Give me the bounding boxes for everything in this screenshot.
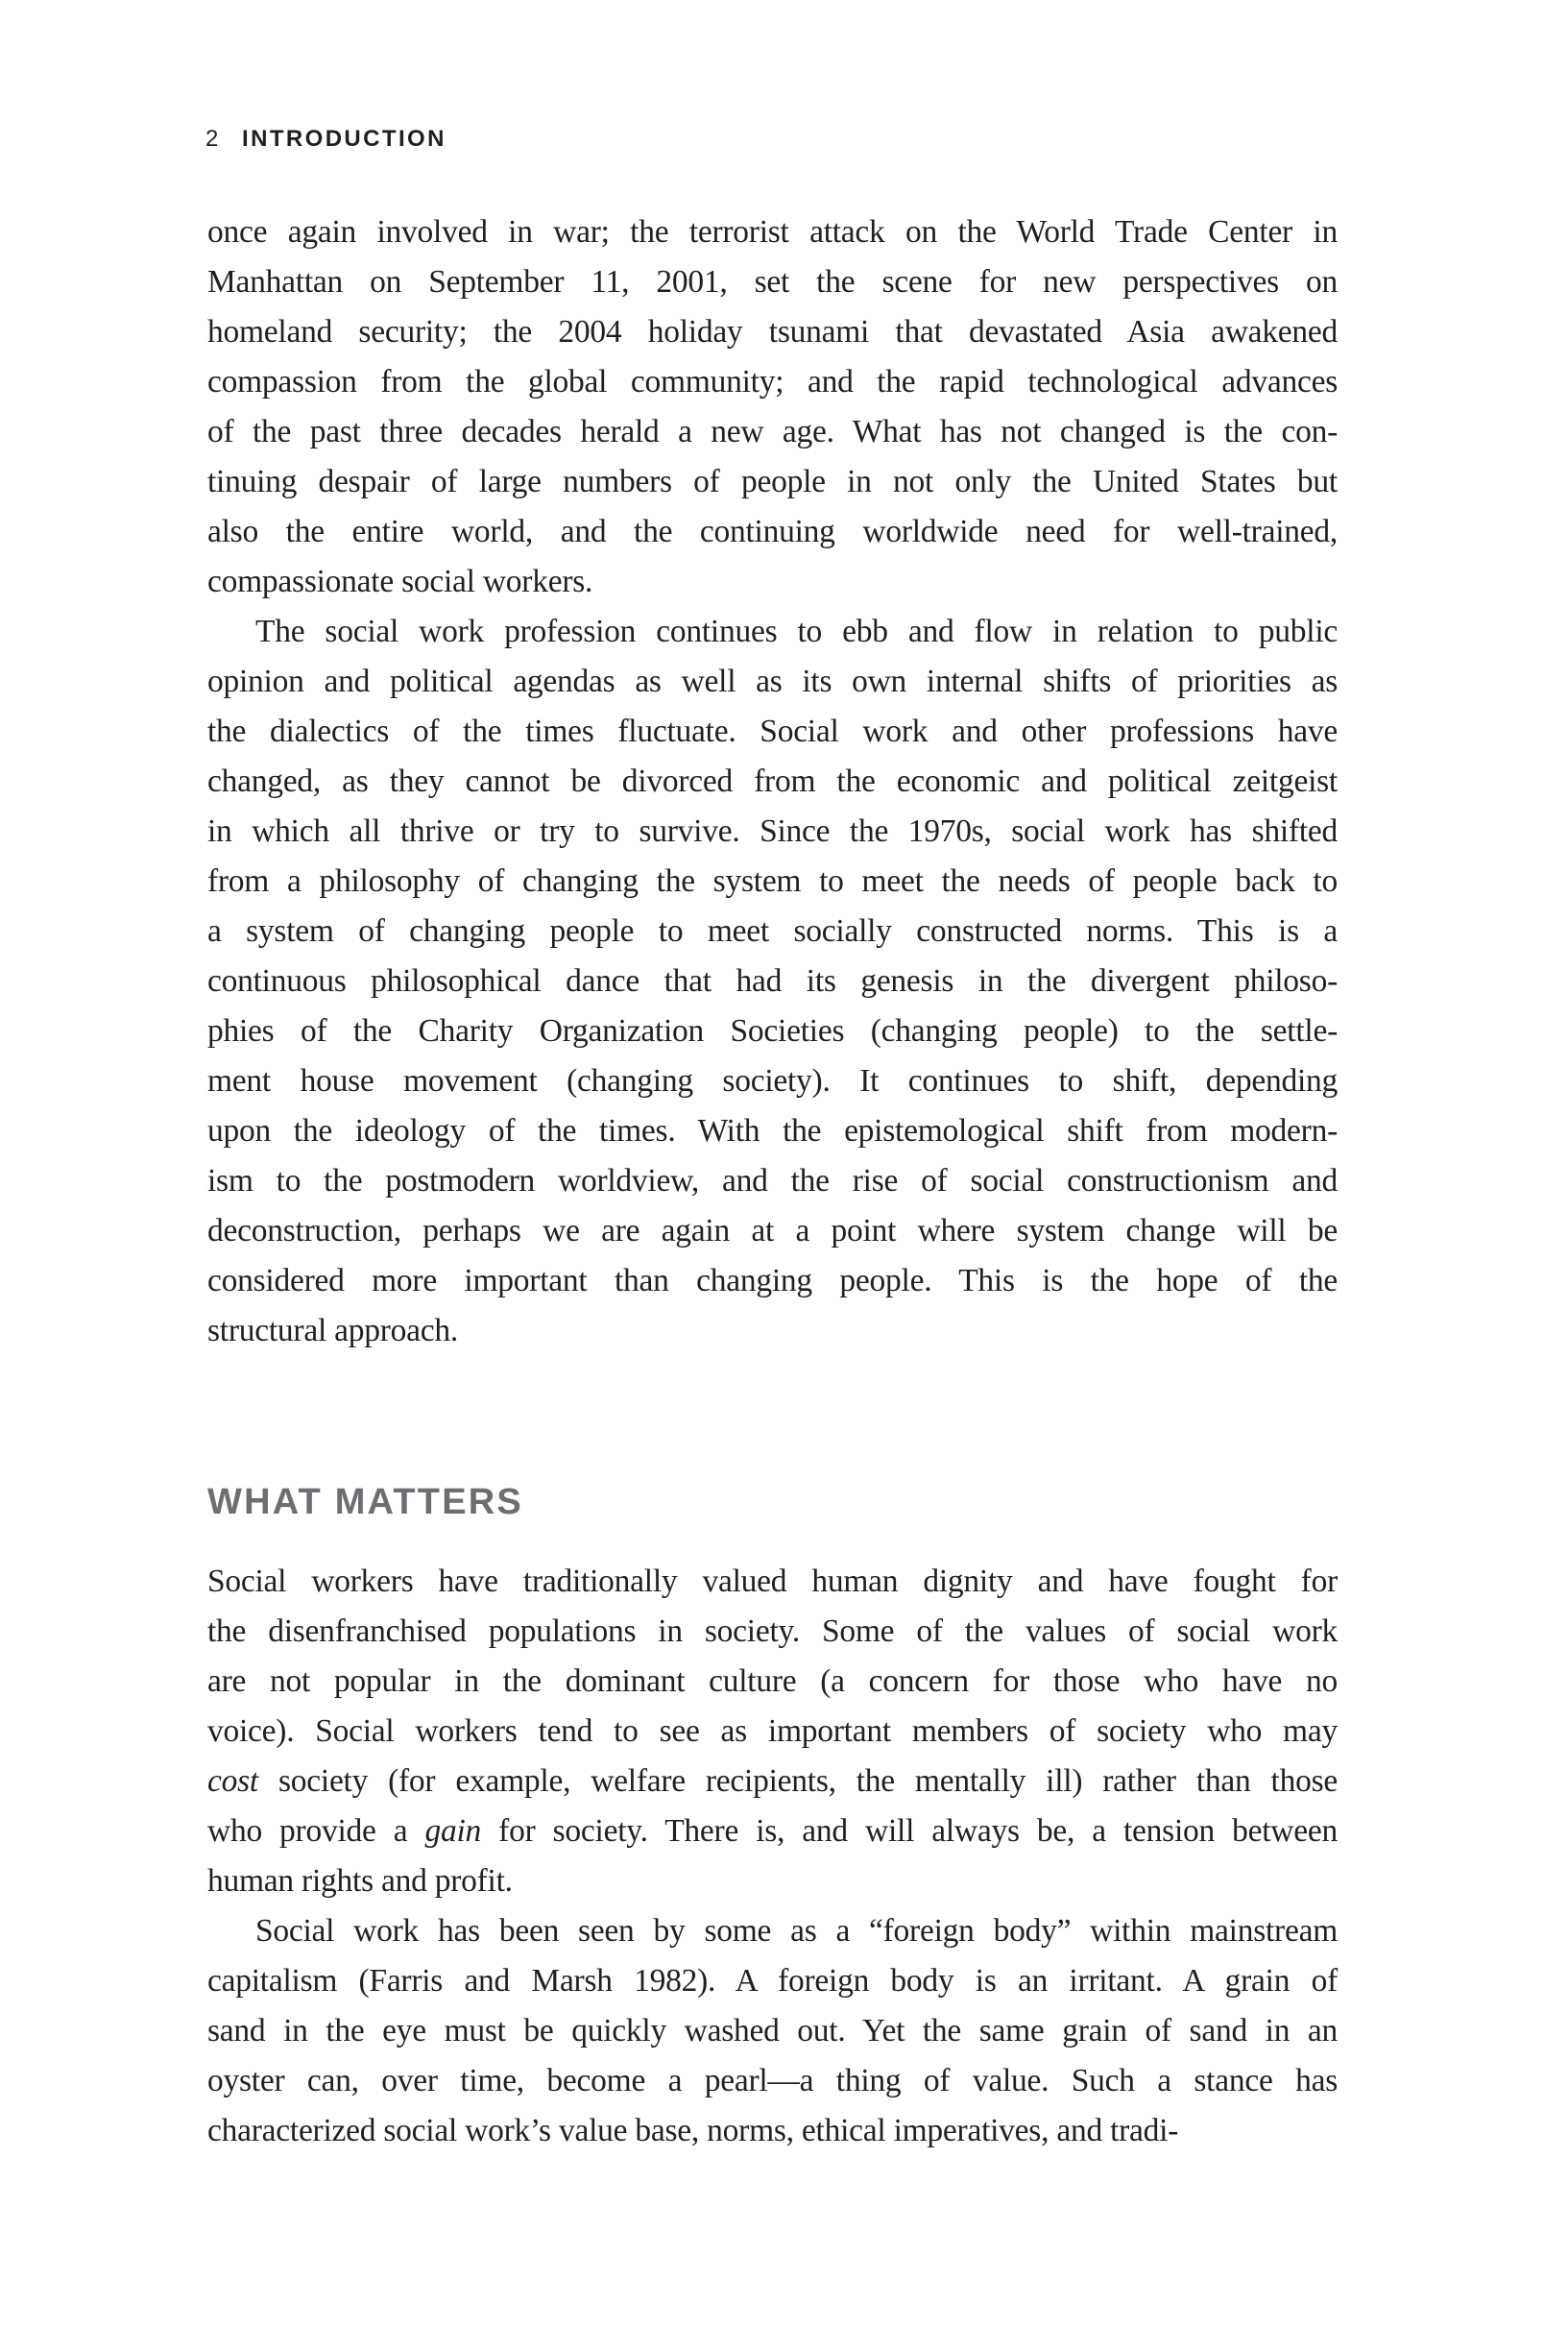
text-line: The social work profession continues to ebb and flow in relation to public: [255, 614, 1338, 649]
text-line: deconstruction, perhaps we are again at a point where system change will be: [207, 1213, 1338, 1249]
text-line: voice). Social workers tend to see as important members of society who may: [207, 1713, 1338, 1749]
text-line: are not popular in the dominant culture (a concern for those who have no: [207, 1663, 1338, 1699]
text-line: homeland security; the 2004 holiday tsunami that devastated Asia awakened: [207, 314, 1338, 350]
text-line: upon the ideology of the times. With the epistemological shift from modern-: [207, 1113, 1338, 1149]
text-line: Social work has been seen by some as a “foreign body” within mainstream: [255, 1913, 1338, 1949]
emphasis: gain: [424, 1813, 482, 1849]
text-line: who provide a gain for society. There is, and will always be, a tension between: [207, 1813, 1338, 1849]
text-line: in which all thrive or try to survive. Since the 1970s, social work has shifted: [207, 813, 1338, 849]
text-line: Manhattan on September 11, 2001, set the scene for new perspectives on: [207, 264, 1338, 300]
page-number: 2: [205, 126, 219, 152]
chapter-title: INTRODUCTION: [242, 126, 446, 152]
text-line: of the past three decades herald a new age. What has not changed is the con-: [207, 414, 1338, 449]
text-line: once again involved in war; the terrorist attack on the World Trade Center in: [207, 214, 1338, 250]
text-line: from a philosophy of changing the system to meet the needs of people back to: [207, 863, 1338, 899]
text-line: cost society (for example, welfare recipients, the mentally ill) rather than those: [207, 1763, 1338, 1799]
text-line: tinuing despair of large numbers of people in not only the United States but: [207, 464, 1338, 499]
text-line: the dialectics of the times fluctuate. Social work and other professions have: [207, 714, 1338, 749]
text-line: human rights and profit.: [207, 1863, 513, 1899]
text-line: compassion from the global community; and the rapid technological advances: [207, 364, 1338, 400]
text-line: continuous philosophical dance that had its genesis in the divergent philoso-: [207, 963, 1338, 999]
text-line: changed, as they cannot be divorced from the economic and political zeitgeist: [207, 764, 1338, 799]
text-line: sand in the eye must be quickly washed out. Yet the same grain of sand in an: [207, 2013, 1338, 2049]
text-line: the disenfranchised populations in society. Some of the values of social work: [207, 1613, 1338, 1649]
text-line: capitalism (Farris and Marsh 1982). A foreign body is an irritant. A grain of: [207, 1963, 1338, 1999]
text-line: oyster can, over time, become a pearl—a thing of value. Such a stance has: [207, 2063, 1338, 2098]
emphasis: cost: [207, 1763, 258, 1799]
text-line: structural approach.: [207, 1313, 459, 1348]
text-line: considered more important than changing people. This is the hope of the: [207, 1263, 1338, 1298]
text-line: phies of the Charity Organization Societies (changing people) to the settle-: [207, 1013, 1338, 1049]
section-heading: WHAT MATTERS: [207, 1482, 523, 1522]
text-line: ism to the postmodern worldview, and the rise of social constructionism and: [207, 1163, 1338, 1199]
text-line: characterized social work’s value base, norms, ethical imperatives, and tradi-: [207, 2113, 1179, 2148]
text-line: ment house movement (changing society). It continues to shift, depending: [207, 1063, 1338, 1099]
text-line: Social workers have traditionally valued human dignity and have fought for: [207, 1564, 1338, 1599]
text-line: also the entire world, and the continuing worldwide need for well-trained,: [207, 514, 1338, 549]
text-line: compassionate social workers.: [207, 564, 593, 599]
running-head: [205, 125, 446, 154]
text-line: a system of changing people to meet socially constructed norms. This is a: [207, 913, 1338, 949]
text-line: opinion and political agendas as well as its own internal shifts of priorities as: [207, 664, 1338, 699]
